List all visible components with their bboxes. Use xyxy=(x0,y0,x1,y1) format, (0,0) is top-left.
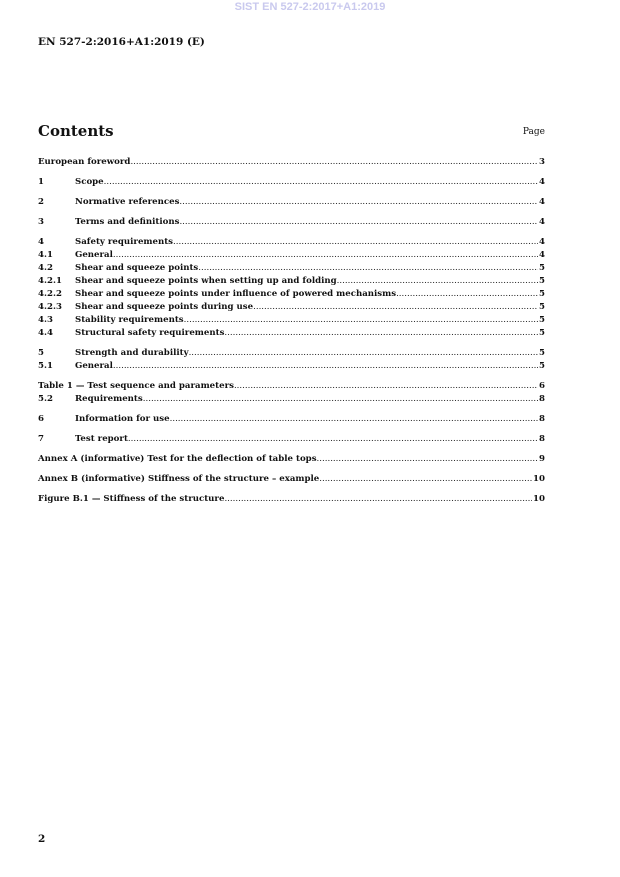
toc-entry-title: Test report xyxy=(75,434,128,444)
dot-leader xyxy=(224,327,538,340)
toc-entry-page: 4 xyxy=(539,250,545,260)
dot-leader xyxy=(104,176,538,189)
dot-leader xyxy=(113,249,538,262)
toc-group xyxy=(38,156,545,169)
toc-entry-number: 2 xyxy=(38,197,44,207)
toc-entry-title: Shear and squeeze points xyxy=(75,263,199,273)
toc-group xyxy=(38,380,545,406)
toc-group xyxy=(38,196,545,209)
dot-leader xyxy=(143,393,538,406)
toc-entry-title: Shear and squeeze points under influence of powered mechanisms xyxy=(75,289,397,299)
toc-group xyxy=(38,347,545,373)
toc-entry[interactable] xyxy=(38,176,545,189)
toc-entry[interactable] xyxy=(38,236,545,249)
toc-entry-page: 8 xyxy=(539,394,545,404)
dot-leader xyxy=(113,360,538,373)
toc-group xyxy=(38,216,545,229)
contents-heading: Contents xyxy=(38,122,114,140)
toc-entry[interactable] xyxy=(38,347,545,360)
toc-entry-number: 5 xyxy=(38,348,44,358)
toc-entry-number: 4.2 xyxy=(38,263,53,273)
toc-entry-page: 5 xyxy=(539,361,545,371)
dot-leader xyxy=(319,473,532,486)
toc-entry[interactable] xyxy=(38,301,545,314)
toc-group xyxy=(38,473,545,486)
toc-entry-title: General xyxy=(75,361,113,371)
toc-entry-number: 4.2.2 xyxy=(38,289,62,299)
toc-entry[interactable] xyxy=(38,249,545,262)
toc-entry-page: 8 xyxy=(539,414,545,424)
toc-entry[interactable] xyxy=(38,327,545,340)
toc-group xyxy=(38,493,545,506)
dot-leader xyxy=(234,380,538,393)
toc-entry-number: 3 xyxy=(38,217,44,227)
toc-entry[interactable] xyxy=(38,433,545,446)
toc-entry[interactable] xyxy=(38,493,545,506)
table-of-contents xyxy=(38,156,545,513)
toc-entry-title: Terms and definitions xyxy=(75,217,180,227)
toc-group xyxy=(38,176,545,189)
dot-leader xyxy=(173,236,538,249)
dot-leader xyxy=(253,301,538,314)
toc-entry[interactable] xyxy=(38,156,545,169)
toc-entry-page: 5 xyxy=(539,315,545,325)
toc-entry[interactable] xyxy=(38,216,545,229)
toc-entry-title: General xyxy=(75,250,113,260)
toc-entry[interactable] xyxy=(38,288,545,301)
dot-leader xyxy=(337,275,538,288)
toc-entry-page: 4 xyxy=(539,217,545,227)
dot-leader xyxy=(179,216,538,229)
toc-entry-page: 10 xyxy=(533,474,545,484)
toc-entry-title: European foreword xyxy=(38,157,131,167)
toc-entry-title: Table 1 — Test sequence and parameters xyxy=(38,381,234,391)
toc-entry[interactable] xyxy=(38,262,545,275)
toc-entry-number: 4.1 xyxy=(38,250,53,260)
toc-entry-page: 10 xyxy=(533,494,545,504)
toc-entry[interactable] xyxy=(38,196,545,209)
toc-entry-title: Stability requirements xyxy=(75,315,184,325)
document-id: EN 527-2:2016+A1:2019 (E) xyxy=(38,36,205,48)
toc-entry[interactable] xyxy=(38,393,545,406)
toc-entry-title: Shear and squeeze points when setting up and folding xyxy=(75,276,337,286)
dot-leader xyxy=(170,413,538,426)
toc-entry-page: 4 xyxy=(539,197,545,207)
toc-entry-page: 5 xyxy=(539,276,545,286)
dot-leader xyxy=(396,288,538,301)
toc-entry-number: 4 xyxy=(38,237,44,247)
dot-leader xyxy=(189,347,538,360)
toc-group xyxy=(38,433,545,446)
toc-entry-title: Figure B.1 — Stiffness of the structure xyxy=(38,494,225,504)
dot-leader xyxy=(128,433,538,446)
toc-entry-title: Shear and squeeze points during use xyxy=(75,302,254,312)
toc-entry-page: 5 xyxy=(539,348,545,358)
toc-group xyxy=(38,413,545,426)
toc-entry-title: Annex A (informative) Test for the deflection of table tops xyxy=(38,454,317,464)
toc-group xyxy=(38,453,545,466)
toc-entry-title: Structural safety requirements xyxy=(75,328,225,338)
dot-leader xyxy=(224,493,532,506)
toc-entry-title: Scope xyxy=(75,177,104,187)
toc-entry-title: Strength and durability xyxy=(75,348,189,358)
dot-leader xyxy=(179,196,538,209)
dot-leader xyxy=(184,314,538,327)
toc-entry-title: Information for use xyxy=(75,414,170,424)
toc-entry-page: 5 xyxy=(539,263,545,273)
toc-entry-title: Normative references xyxy=(75,197,180,207)
toc-entry[interactable] xyxy=(38,453,545,466)
toc-entry-number: 4.2.3 xyxy=(38,302,62,312)
toc-entry-page: 8 xyxy=(539,434,545,444)
toc-group xyxy=(38,236,545,340)
dot-leader xyxy=(198,262,538,275)
toc-entry-number: 4.4 xyxy=(38,328,53,338)
toc-entry-number: 4.3 xyxy=(38,315,53,325)
toc-entry[interactable] xyxy=(38,473,545,486)
toc-entry-title: Annex B (informative) Stiffness of the structure – example xyxy=(38,474,320,484)
toc-entry[interactable] xyxy=(38,275,545,288)
dot-leader xyxy=(130,156,538,169)
page-number: 2 xyxy=(38,833,46,845)
toc-entry-page: 4 xyxy=(539,237,545,247)
toc-entry-page: 5 xyxy=(539,328,545,338)
toc-entry-number: 1 xyxy=(38,177,44,187)
page-column-label: Page xyxy=(522,127,545,137)
toc-entry[interactable] xyxy=(38,413,545,426)
toc-entry-page: 5 xyxy=(539,289,545,299)
toc-entry-number: 6 xyxy=(38,414,44,424)
toc-entry[interactable] xyxy=(38,360,545,373)
dot-leader xyxy=(317,453,538,466)
toc-entry-page: 9 xyxy=(539,454,545,464)
watermark: SIST EN 527-2:2017+A1:2019 xyxy=(234,1,386,13)
toc-entry-number: 5.2 xyxy=(38,394,53,404)
toc-entry-number: 4.2.1 xyxy=(38,276,62,286)
toc-entry-number: 7 xyxy=(38,434,44,444)
toc-entry-title: Requirements xyxy=(75,394,143,404)
toc-entry-page: 5 xyxy=(539,302,545,312)
toc-entry-number: 5.1 xyxy=(38,361,53,371)
toc-entry-page: 6 xyxy=(539,381,545,391)
toc-entry-page: 3 xyxy=(539,157,545,167)
toc-entry[interactable] xyxy=(38,314,545,327)
toc-entry[interactable] xyxy=(38,380,545,393)
toc-entry-title: Safety requirements xyxy=(75,237,174,247)
toc-entry-page: 4 xyxy=(539,177,545,187)
